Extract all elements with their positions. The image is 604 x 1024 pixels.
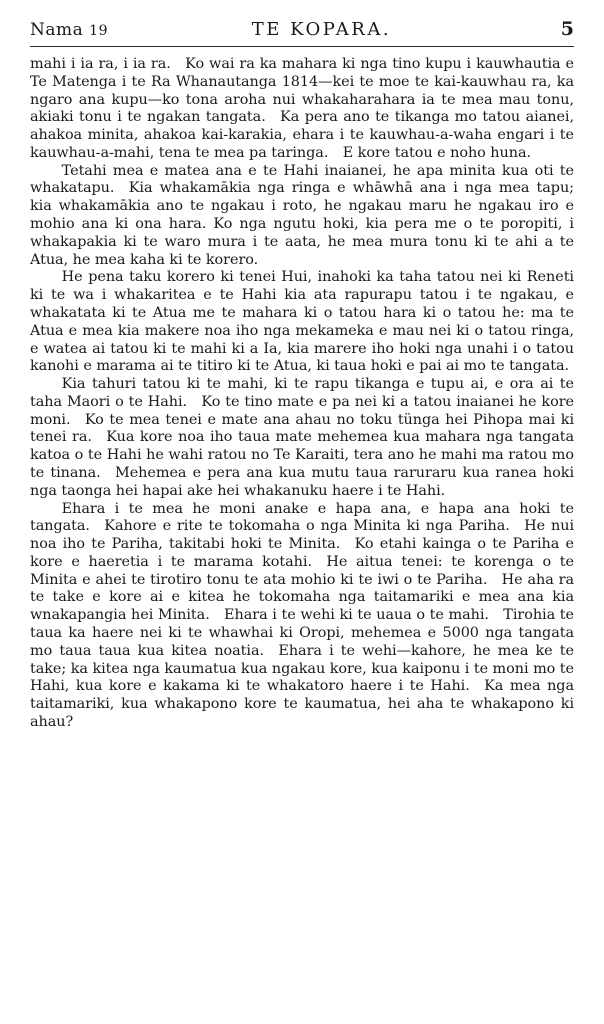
paragraph: He pena taku korero ki tenei Hui, inahoki ka taha tatou nei ki Reneti ki te wa i whakaritea e te Hahi kia ata rapurapu tatou i te ngakau, e whakatata ki te Atua me te mahara ki o tatou hara ki o tatou he: ma te Atua e mea kia makere noa iho nga mekameka e mau nei ki o tatou ringa, e watea ai tatou ki te mahi ki a Ia, kia marere iho hoki nga unahi i o tatou kanohi e marama ai te titiro ki te Atua, ki taua hoki e pai ai mo te tangata. — [30, 269, 574, 375]
running-title: TE KOPARA. — [251, 19, 392, 40]
paragraph: mahi i ia ra, i ia ra. Ko wai ra ka mahara ki nga tino kupu i kauwhautia e Te Matenga i te Ra Whanautanga 1814—kei te moe te kai-kauwhau ra, ka ngaro ana kupu—ko tona aroha nui whakaharahara ia te mea mau tonu, akiaki tonu i te ngakan tangata. Ka pera ano te tikanga mo tatou aianei, ahakoa minita, ahakoa kai-karakia, ehara i te kauwhau-a-waha engari i te kauwhau-a-mahi, tena te mea pa taringa. E kore tatou e noho huna. — [30, 56, 574, 161]
paragraph: Tetahi mea e matea ana e te Hahi inaianei, he apa minita kua oti te whakatapu. Kia whakamākia nga ringa e whāwhā ana i nga mea tapu; kia whakamākia ano te ngakau i roto, he ngakau maru he ngakau iro e mohio ana ki ona hara. Ko nga ngutu hoki, kia pera me o te poropiti, i whakapakia ki te waro mura i te aata, he mea mura tonu ki te ahi a te Atua, he mea kaha ki te korero. — [30, 162, 574, 268]
issue-number — [30, 20, 108, 40]
article-body — [30, 56, 574, 732]
header-divider — [30, 46, 574, 47]
issue-value: 19 — [89, 23, 108, 39]
paragraph: Kia tahuri tatou ki te mahi, ki te rapu tikanga e tupu ai, e ora ai te taha Maori o te Hahi. Ko te tino mate e pa nei ki a tatou inaianei he kore moni. Ko te mea tenei e mate ana ahau no toku tünga hei Pihopa mai ki tenei ra. Kua kore noa iho taua mate mehemea kua mahara nga tangata katoa o te Hahi he wahi ratou no Te Karaiti, tera ano he mahi ma ratou mo te tinana. Mehemea e pera ana kua mutu taua raruraru kua ranea hoki nga taonga hei hapai ake hei whakanuku haere i te Hahi. — [30, 376, 574, 499]
issue-label: Nama — [30, 20, 84, 40]
paragraph: Ehara i te mea he moni anake e hapa ana, e hapa ana hoki te tangata. Kahore e rite te tokomaha o nga Minita ki nga Pariha. He nui noa iho te Pariha, takitabi hoki te Minita. Ko etahi kainga o te Pariha e kore e haeretia i te marama kotahi. He aitua tenei: te korenga o te Minita e ahei te tirotiro tonu te ata mohio ki te iwi o te Pariha. He aha ra te take e kore ai e kitea he tokomaha nga taitamariki e mea ana kia wnakapangia hei Minita. Ehara i te wehi ki te uaua o te mahi. Tirohia te taua ka haere nei ki te whawhai ki Oropi, mehemea e 5000 nga tangata mo taua taua kua kitea noatia. Ehara i te wehi—kahore, he mea ke te take; ka kitea nga kaumatua kua ngakau kore, kua kaiponu i te moni mo te Hahi, kua kore e kakama ki te whakatoro haere i te Hahi. Ka mea nga taitamariki, kua whakapono kore te kaumatua, hei aha te whakapono ki ahau? — [30, 500, 574, 730]
page-number: 5 — [560, 18, 574, 40]
page-header — [30, 18, 574, 40]
